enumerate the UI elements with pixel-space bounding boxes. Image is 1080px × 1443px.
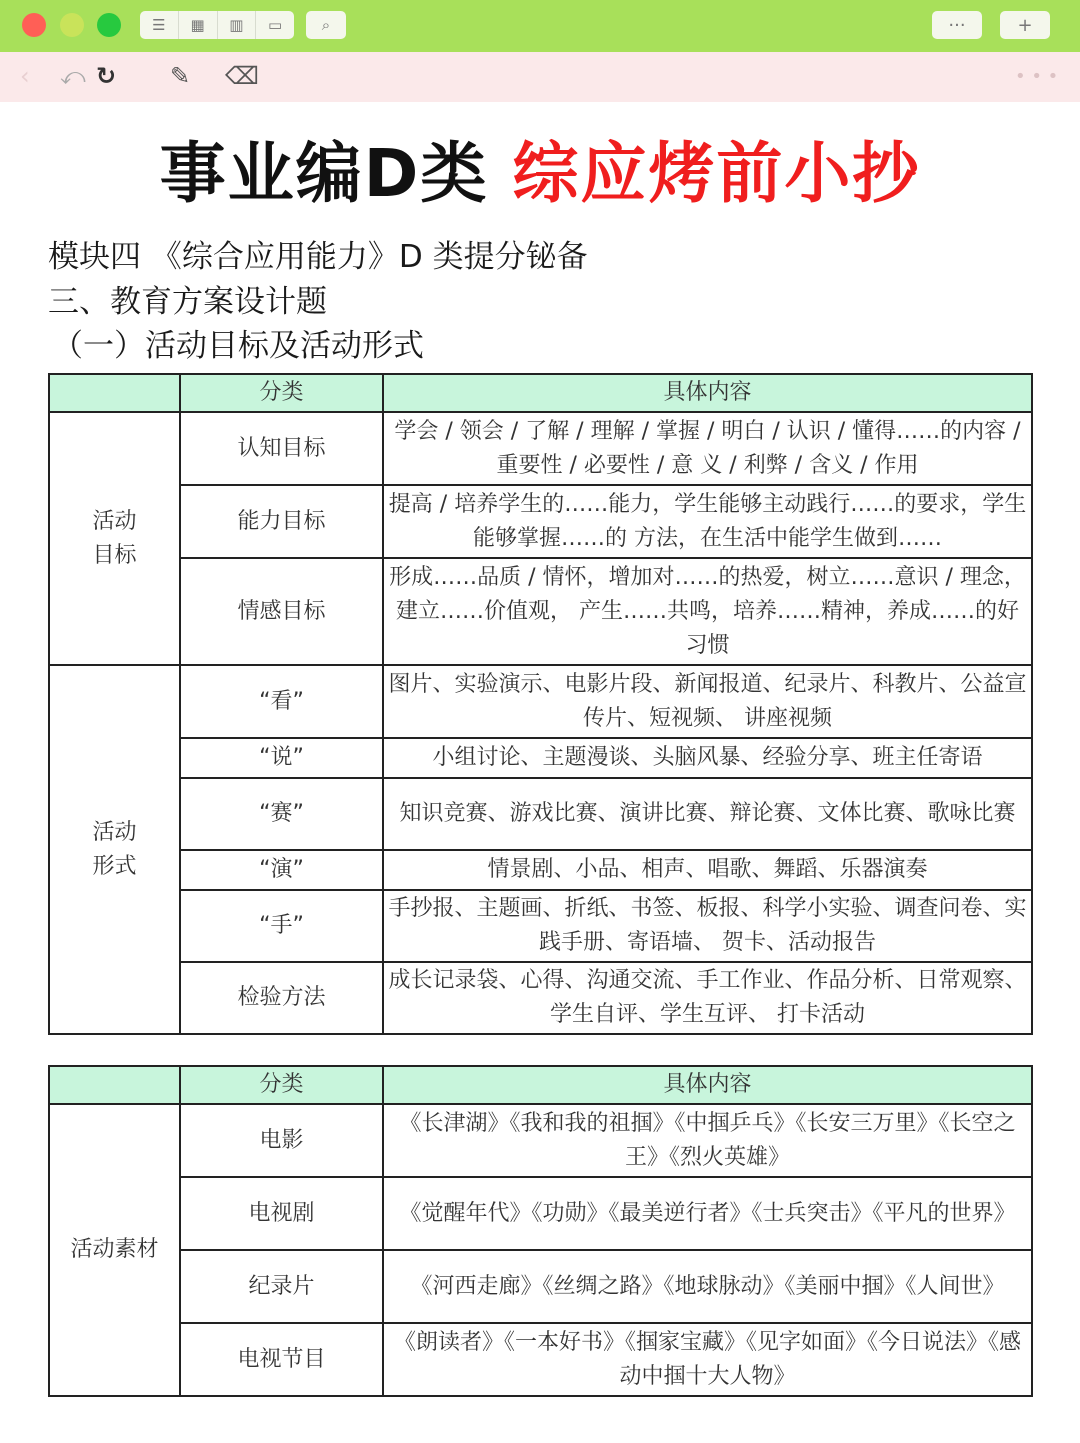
group-activity-goals: 活动 目标: [49, 412, 180, 665]
group-activity-forms: 活动 形式: [49, 665, 180, 1034]
row-category: 能力目标: [180, 485, 383, 558]
table-row: [49, 665, 1032, 738]
table-row: [49, 778, 1032, 850]
calendar-icon[interactable]: ▭: [268, 16, 283, 34]
table-row: [49, 412, 1032, 485]
row-category: 电视节目: [180, 1323, 383, 1396]
row-category: 检验方法: [180, 962, 383, 1034]
row-content: 小组讨论、主题漫谈、头脑风暴、经验分享、班主任寄语: [383, 738, 1032, 778]
undo-icon[interactable]: ⤺: [60, 62, 86, 90]
table-row: [49, 890, 1032, 962]
close-window-button[interactable]: [22, 13, 46, 37]
editor-toolbar: [0, 52, 1080, 102]
more-tools-icon[interactable]: • • •: [1015, 66, 1059, 87]
table-row: [49, 1177, 1032, 1250]
view-switcher: [140, 11, 294, 39]
row-content: 提高 / 培养学生的……能力，学生能够主动践行……的要求，学生能够掌握……的 方法，在生活中能学生做到……: [383, 485, 1032, 558]
row-content: 《觉醒年代》《功勋》《最美逆行者》《士兵突击》《平凡的世界》: [383, 1177, 1032, 1250]
row-content: 《河西走廊》《丝绸之路》《地球脉动》《美丽中掴》《人间世》: [383, 1250, 1032, 1323]
row-content: 情景剧、小品、相声、唱歌、舞蹈、乐器演奏: [383, 850, 1032, 890]
more-button[interactable]: ···: [932, 11, 982, 39]
row-category: 纪录片: [180, 1250, 383, 1323]
list-icon[interactable]: ☰: [140, 11, 179, 39]
activity-materials-table: [48, 1065, 1033, 1397]
module-heading: 模块四 《综合应用能力》D 类提分铋备: [48, 239, 588, 275]
row-content: 知识竞赛、游戏比赛、演讲比赛、辩论赛、文体比赛、歌咏比赛: [383, 778, 1032, 850]
table-header: [49, 1066, 1032, 1104]
maximize-window-button[interactable]: [97, 13, 121, 37]
table-row: [49, 962, 1032, 1034]
row-category: “说”: [180, 738, 383, 778]
back-icon[interactable]: ‹: [20, 62, 30, 90]
table-row: [49, 1250, 1032, 1323]
minimize-window-button[interactable]: [60, 13, 84, 37]
row-category: 情感目标: [180, 558, 383, 665]
table-row: [49, 850, 1032, 890]
window-titlebar: [0, 0, 1080, 52]
table-row: [49, 1104, 1032, 1177]
redo-icon[interactable]: ↻: [96, 62, 117, 90]
table-row: [49, 738, 1032, 778]
header-category: 分类: [180, 374, 383, 412]
add-button[interactable]: +: [1000, 11, 1050, 39]
row-category: “演”: [180, 850, 383, 890]
table-header: [49, 374, 1032, 412]
row-content: 手抄报、主题画、折纸、书签、板报、科学小实验、调查问卷、实践手册、寄语墙、 贺卡、活动报告: [383, 890, 1032, 962]
row-content: 《长津湖》《我和我的祖掴》《中掴乒乓》《长安三万里》《长空之王》《烈火英雄》: [383, 1104, 1032, 1177]
row-content: 成长记录袋、心得、沟通交流、手工作业、作品分析、日常观察、学生自评、学生互评、 打卡活动: [383, 962, 1032, 1034]
pen-icon[interactable]: ✎: [170, 62, 191, 90]
row-content: 形成……品质 / 情怀，增加对……的热爱，树立……意识 / 理念，建立……价值观， 产生……共鸣，培养……精神，养成……的好习惯: [383, 558, 1032, 665]
row-category: 电影: [180, 1104, 383, 1177]
header-blank: [49, 374, 180, 412]
section-heading: 三、教育方案设计题: [48, 284, 327, 320]
row-category: 电视剧: [180, 1177, 383, 1250]
row-category: “看”: [180, 665, 383, 738]
header-blank: [49, 1066, 180, 1104]
row-category: 认知目标: [180, 412, 383, 485]
header-category: 分类: [180, 1066, 383, 1104]
row-content: 《朗读者》《一本好书》《掴家宝藏》《见字如面》《今日说法》《感动中掴十大人物》: [383, 1323, 1032, 1396]
row-category: “手”: [180, 890, 383, 962]
row-content: 学会 / 领会 / 了解 / 理解 / 掌握 / 明白 / 认识 / 懂得……的内容 / 重要性 / 必要性 / 意 义 / 利弊 / 含义 / 作用: [383, 412, 1032, 485]
header-content: 具体内容: [383, 374, 1032, 412]
page-title: [0, 120, 1080, 215]
eraser-icon[interactable]: ⌫: [225, 62, 259, 90]
table-row: [49, 558, 1032, 665]
group-activity-materials: 活动素材: [49, 1104, 180, 1396]
activity-goals-forms-table: [48, 373, 1033, 1035]
subsection-heading: （一）活动目标及活动形式: [52, 328, 424, 364]
title-black: 事业编D类: [159, 135, 489, 212]
title-red: 综应烤前小抄: [512, 135, 921, 212]
table-row: [49, 1323, 1032, 1396]
table-row: [49, 485, 1032, 558]
header-content: 具体内容: [383, 1066, 1032, 1104]
row-content: 图片、实验演示、电影片段、新闻报道、纪录片、科教片、公益宣传片、短视频、 讲座视频: [383, 665, 1032, 738]
grid-icon[interactable]: ▦: [179, 11, 218, 39]
search-icon[interactable]: ⌕: [306, 11, 346, 39]
map-icon[interactable]: ▥: [218, 11, 257, 39]
row-category: “赛”: [180, 778, 383, 850]
